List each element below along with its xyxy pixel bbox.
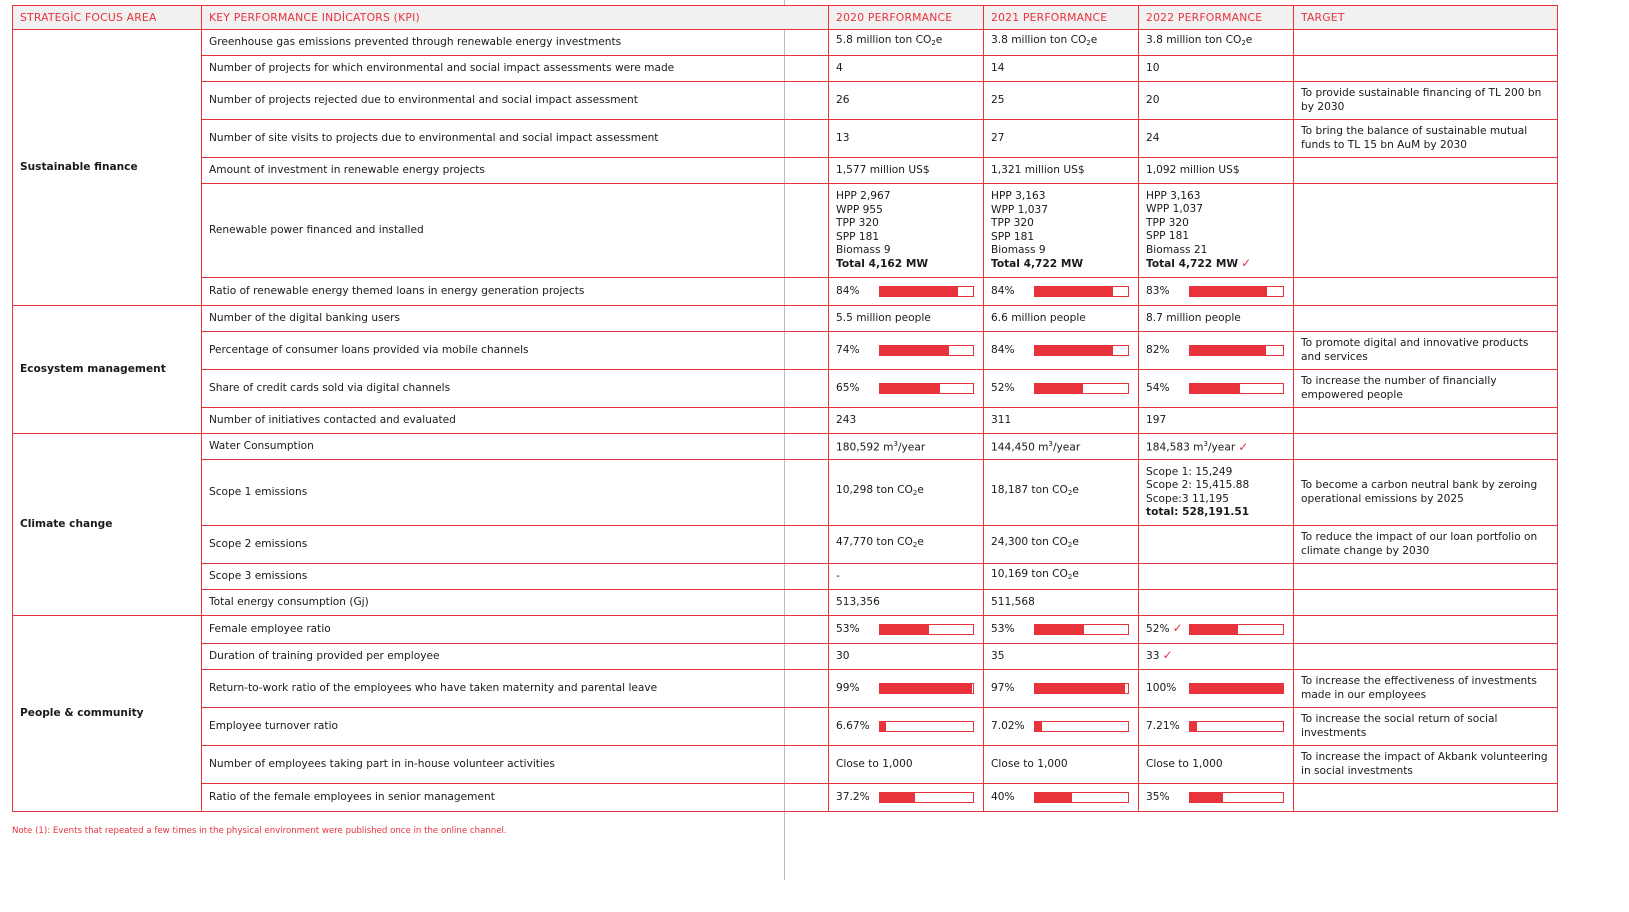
- progress-fill: [880, 722, 886, 731]
- value-2022: [1139, 670, 1294, 708]
- progress-bar: [879, 792, 974, 803]
- table-row: [13, 434, 1558, 460]
- value-text: 82%: [1146, 343, 1170, 356]
- value-2022: 10: [1139, 56, 1294, 82]
- value-2020: [829, 670, 984, 708]
- value-text: 52%: [991, 381, 1015, 394]
- progress-fill: [1190, 384, 1240, 393]
- value-2021: [984, 332, 1139, 370]
- progress-fill: [1035, 384, 1083, 393]
- table-row: [13, 644, 1558, 670]
- value-2021: 25: [984, 82, 1139, 120]
- value-2020: [829, 184, 984, 278]
- progress-bar: [1034, 721, 1129, 732]
- value-2021: Close to 1,000: [984, 746, 1139, 784]
- table-row: [13, 590, 1558, 616]
- kpi-label: Scope 1 emissions: [202, 460, 829, 526]
- target-cell: To bring the balance of sustainable mutual funds to TL 15 bn AuM by 2030: [1294, 120, 1558, 158]
- kpi-label: Employee turnover ratio: [202, 708, 829, 746]
- table-row: [13, 708, 1558, 746]
- kpi-label: Number of employees taking part in in-house volunteer activities: [202, 746, 829, 784]
- value-2022: [1139, 370, 1294, 408]
- table-row: [13, 56, 1558, 82]
- progress-bar: [1189, 721, 1284, 732]
- progress-bar: [1189, 383, 1284, 394]
- value-text: 33: [1146, 650, 1160, 663]
- value-2021: [984, 278, 1139, 306]
- table-row: [13, 616, 1558, 644]
- progress-bar: [1034, 345, 1129, 356]
- kpi-label: Number of the digital banking users: [202, 306, 829, 332]
- kpi-label: Ratio of the female employees in senior management: [202, 784, 829, 812]
- checkmark-icon: ✓: [1238, 439, 1249, 454]
- header-kpi: KEY PERFORMANCE INDİCATORS (KPI): [202, 6, 829, 30]
- value-2022: 197: [1139, 408, 1294, 434]
- table-row: [13, 120, 1558, 158]
- value-2021: [984, 670, 1139, 708]
- value-2022: [1139, 184, 1294, 278]
- value-line: SPP 181: [836, 230, 880, 243]
- value-2020: 13: [829, 120, 984, 158]
- target-cell: [1294, 30, 1558, 56]
- table-row: [13, 332, 1558, 370]
- progress-fill: [1190, 346, 1266, 355]
- value-text: 97%: [991, 681, 1015, 694]
- table-row: [13, 784, 1558, 812]
- progress-bar: [879, 286, 974, 297]
- progress-fill: [1190, 793, 1223, 802]
- value-2020: [829, 370, 984, 408]
- target-cell: [1294, 644, 1558, 670]
- value-2021: 10,169 ton $CO_2e$: [984, 564, 1139, 590]
- table-row: [13, 526, 1558, 564]
- value-text: 84%: [836, 284, 860, 297]
- value-2020: Close to 1,000: [829, 746, 984, 784]
- target-cell: [1294, 158, 1558, 184]
- value-2021: [984, 784, 1139, 812]
- value-line: WPP 1,037: [991, 203, 1048, 216]
- progress-fill: [1035, 722, 1042, 731]
- progress-fill: [1035, 793, 1072, 802]
- target-cell: To promote digital and innovative products and services: [1294, 332, 1558, 370]
- value-text: 83%: [1146, 284, 1170, 297]
- value-2020: 30: [829, 644, 984, 670]
- value-total: Total 4,162 MW: [836, 257, 929, 270]
- progress-fill: [880, 346, 949, 355]
- value-text: 74%: [836, 343, 860, 356]
- kpi-label: Percentage of consumer loans provided via mobile channels: [202, 332, 829, 370]
- kpi-label: Number of initiatives contacted and evaluated: [202, 408, 829, 434]
- value-2020: 180,592 $m^3$/year: [829, 434, 984, 460]
- value-line: TPP 320: [836, 217, 879, 229]
- value-2022: [1139, 644, 1294, 670]
- value-text: 53%: [836, 622, 860, 635]
- target-cell: [1294, 616, 1558, 644]
- progress-bar: [879, 683, 974, 694]
- kpi-label: Female employee ratio: [202, 616, 829, 644]
- progress-fill: [880, 684, 972, 693]
- footnote: Note (1): Events that repeated a few times in the physical environment were published once in the online channel.: [12, 826, 507, 836]
- progress-bar: [879, 383, 974, 394]
- target-cell: [1294, 408, 1558, 434]
- value-2020: [829, 278, 984, 306]
- value-line: HPP 3,163: [1146, 189, 1201, 202]
- value-2021: 27: [984, 120, 1139, 158]
- area-ecosystem-management: Ecosystem management: [13, 306, 202, 434]
- value-2021: 35: [984, 644, 1139, 670]
- kpi-label: Amount of investment in renewable energy projects: [202, 158, 829, 184]
- table-row: [13, 184, 1558, 278]
- value-2021: 24,300 ton $CO_2e$: [984, 526, 1139, 564]
- header-2020: 2020 PERFORMANCE: [829, 6, 984, 30]
- progress-fill: [1190, 722, 1197, 731]
- kpi-label: Share of credit cards sold via digital channels: [202, 370, 829, 408]
- value-2020: [829, 784, 984, 812]
- target-cell: To increase the effectiveness of investments made in our employees: [1294, 670, 1558, 708]
- header-focus-area: STRATEGİC FOCUS AREA: [13, 6, 202, 30]
- table-row: [13, 306, 1558, 332]
- value-line: Biomass 9: [836, 244, 891, 256]
- value-2022: 184,583 $m^3$/year ✓: [1139, 434, 1294, 460]
- value-2020: 513,356: [829, 590, 984, 616]
- value-2020: 26: [829, 82, 984, 120]
- table-row: [13, 158, 1558, 184]
- value-line: WPP 1,037: [1146, 203, 1203, 215]
- value-2022: [1139, 278, 1294, 306]
- kpi-label: Scope 2 emissions: [202, 526, 829, 564]
- progress-fill: [880, 793, 915, 802]
- value-line: WPP 955: [836, 203, 883, 216]
- table-row: [13, 278, 1558, 306]
- target-cell: To increase the impact of Akbank volunteering in social investments: [1294, 746, 1558, 784]
- kpi-label: Number of site visits to projects due to environmental and social impact assessment: [202, 120, 829, 158]
- value-line: Scope 1: 15,249: [1146, 465, 1233, 478]
- target-cell: [1294, 278, 1558, 306]
- value-text: 40%: [991, 790, 1015, 803]
- value-2020: 1,577 million US$: [829, 158, 984, 184]
- table-row: [13, 564, 1558, 590]
- header-2021: 2021 PERFORMANCE: [984, 6, 1139, 30]
- value-total: Total 4,722 MW: [1146, 258, 1239, 270]
- value-2020: 5.8 million ton $CO_2e$: [829, 30, 984, 56]
- value-text: 35%: [1146, 790, 1170, 803]
- value-2020: -: [829, 564, 984, 590]
- table-row: [13, 30, 1558, 56]
- value-text: 7.21%: [1146, 719, 1180, 732]
- kpi-label: Water Consumption: [202, 434, 829, 460]
- value-line: SPP 181: [991, 230, 1035, 243]
- value-2021: 6.6 million people: [984, 306, 1139, 332]
- table-header-row: [13, 6, 1558, 30]
- value-2020: [829, 616, 984, 644]
- value-2020: 243: [829, 408, 984, 434]
- value-2021: [984, 616, 1139, 644]
- value-line: HPP 3,163: [991, 190, 1046, 202]
- progress-fill: [1190, 287, 1267, 296]
- value-2022: [1139, 708, 1294, 746]
- value-2021: 14: [984, 56, 1139, 82]
- area-people-community: People & community: [13, 616, 202, 812]
- progress-fill: [1035, 684, 1125, 693]
- progress-fill: [880, 384, 940, 393]
- value-2021: 511,568: [984, 590, 1139, 616]
- value-line: HPP 2,967: [836, 190, 891, 202]
- value-text: 65%: [836, 381, 860, 394]
- value-line: Biomass 21: [1146, 243, 1208, 256]
- area-sustainable-finance: Sustainable finance: [13, 30, 202, 306]
- target-cell: To increase the social return of social investments: [1294, 708, 1558, 746]
- value-2020: [829, 708, 984, 746]
- area-climate-change: Climate change: [13, 434, 202, 616]
- progress-fill: [1035, 625, 1084, 634]
- value-2022: [1139, 616, 1294, 644]
- progress-bar: [1034, 286, 1129, 297]
- kpi-label: Ratio of renewable energy themed loans in energy generation projects: [202, 278, 829, 306]
- value-2020: 4: [829, 56, 984, 82]
- table-row: [13, 670, 1558, 708]
- value-2022: 8.7 million people: [1139, 306, 1294, 332]
- value-2020: 5.5 million people: [829, 306, 984, 332]
- value-line: Scope 2: 15,415.88: [1146, 479, 1250, 491]
- progress-bar: [1189, 792, 1284, 803]
- value-2020: 47,770 ton $CO_2e$: [829, 526, 984, 564]
- table-row: [13, 746, 1558, 784]
- value-total: Total 4,722 MW: [991, 257, 1084, 270]
- kpi-label: Number of projects for which environmental and social impact assessments were made: [202, 56, 829, 82]
- target-cell: To become a carbon neutral bank by zeroing operational emissions by 2025: [1294, 460, 1558, 526]
- value-2022: [1139, 784, 1294, 812]
- progress-fill: [1190, 684, 1283, 693]
- kpi-label: Greenhouse gas emissions prevented through renewable energy investments: [202, 30, 829, 56]
- value-line: Scope:3 11,195: [1146, 492, 1230, 505]
- kpi-label: Total energy consumption (Gj): [202, 590, 829, 616]
- header-2022: 2022 PERFORMANCE: [1139, 6, 1294, 30]
- progress-bar: [879, 345, 974, 356]
- value-text: 52%: [1146, 623, 1170, 636]
- progress-bar: [1189, 345, 1284, 356]
- checkmark-icon: ✓: [1172, 621, 1183, 636]
- value-2021: [984, 184, 1139, 278]
- value-2022: 1,092 million US$: [1139, 158, 1294, 184]
- kpi-label: Scope 3 emissions: [202, 564, 829, 590]
- target-cell: [1294, 184, 1558, 278]
- value-2022: [1139, 590, 1294, 616]
- value-2022: [1139, 526, 1294, 564]
- progress-bar: [1189, 683, 1284, 694]
- value-text: 7.02%: [991, 719, 1025, 732]
- progress-fill: [880, 625, 929, 634]
- value-2020: 10,298 ton $CO_2e$: [829, 460, 984, 526]
- progress-fill: [880, 287, 958, 296]
- target-cell: [1294, 564, 1558, 590]
- value-line: TPP 320: [991, 217, 1034, 229]
- value-text: 84%: [991, 284, 1015, 297]
- checkmark-icon: ✓: [1241, 256, 1252, 270]
- value-2022: [1139, 564, 1294, 590]
- target-cell: [1294, 784, 1558, 812]
- value-2022: 3.8 million ton $CO_2e$: [1139, 30, 1294, 56]
- kpi-label: Renewable power financed and installed: [202, 184, 829, 278]
- header-target: TARGET: [1294, 6, 1558, 30]
- value-2021: 3.8 million ton $CO_2e$: [984, 30, 1139, 56]
- value-text: 84%: [991, 343, 1015, 356]
- progress-bar: [1034, 624, 1129, 635]
- progress-bar: [1034, 792, 1129, 803]
- value-total: total: 528,191.51: [1146, 506, 1250, 518]
- value-2021: [984, 370, 1139, 408]
- progress-bar: [1189, 624, 1284, 635]
- value-2022: [1139, 460, 1294, 526]
- value-2022: 24: [1139, 120, 1294, 158]
- target-cell: To reduce the impact of our loan portfolio on climate change by 2030: [1294, 526, 1558, 564]
- table-row: [13, 82, 1558, 120]
- value-2020: [829, 332, 984, 370]
- target-cell: [1294, 590, 1558, 616]
- table-row: [13, 460, 1558, 526]
- progress-bar: [1189, 286, 1284, 297]
- target-cell: To increase the number of financially empowered people: [1294, 370, 1558, 408]
- value-text: 100%: [1146, 681, 1177, 694]
- kpi-label: Number of projects rejected due to environmental and social impact assessment: [202, 82, 829, 120]
- value-text: 99%: [836, 681, 860, 694]
- target-cell: [1294, 434, 1558, 460]
- value-2022: 20: [1139, 82, 1294, 120]
- value-2021: 144,450 $m^3$/year: [984, 434, 1139, 460]
- progress-bar: [1034, 683, 1129, 694]
- value-line: Biomass 9: [991, 244, 1046, 256]
- value-2022: [1139, 332, 1294, 370]
- value-2021: 311: [984, 408, 1139, 434]
- progress-fill: [1190, 625, 1238, 634]
- value-line: TPP 320: [1146, 216, 1189, 229]
- value-line: SPP 181: [1146, 230, 1190, 242]
- target-cell: To provide sustainable financing of TL 200 bn by 2030: [1294, 82, 1558, 120]
- value-2021: 1,321 million US$: [984, 158, 1139, 184]
- progress-fill: [1035, 346, 1113, 355]
- progress-bar: [1034, 383, 1129, 394]
- progress-bar: [879, 721, 974, 732]
- progress-fill: [1035, 287, 1113, 296]
- kpi-label: Duration of training provided per employee: [202, 644, 829, 670]
- target-cell: [1294, 306, 1558, 332]
- kpi-label: Return-to-work ratio of the employees who have taken maternity and parental leave: [202, 670, 829, 708]
- value-2021: 18,187 ton $CO_2e$: [984, 460, 1139, 526]
- value-text: 53%: [991, 622, 1015, 635]
- table-row: [13, 370, 1558, 408]
- value-2021: [984, 708, 1139, 746]
- progress-bar: [879, 624, 974, 635]
- value-2022: Close to 1,000: [1139, 746, 1294, 784]
- kpi-table: [12, 5, 1558, 812]
- value-text: 37.2%: [836, 790, 870, 803]
- value-text: 6.67%: [836, 719, 870, 732]
- target-cell: [1294, 56, 1558, 82]
- checkmark-icon: ✓: [1162, 648, 1173, 663]
- table-row: [13, 408, 1558, 434]
- value-text: 54%: [1146, 381, 1170, 394]
